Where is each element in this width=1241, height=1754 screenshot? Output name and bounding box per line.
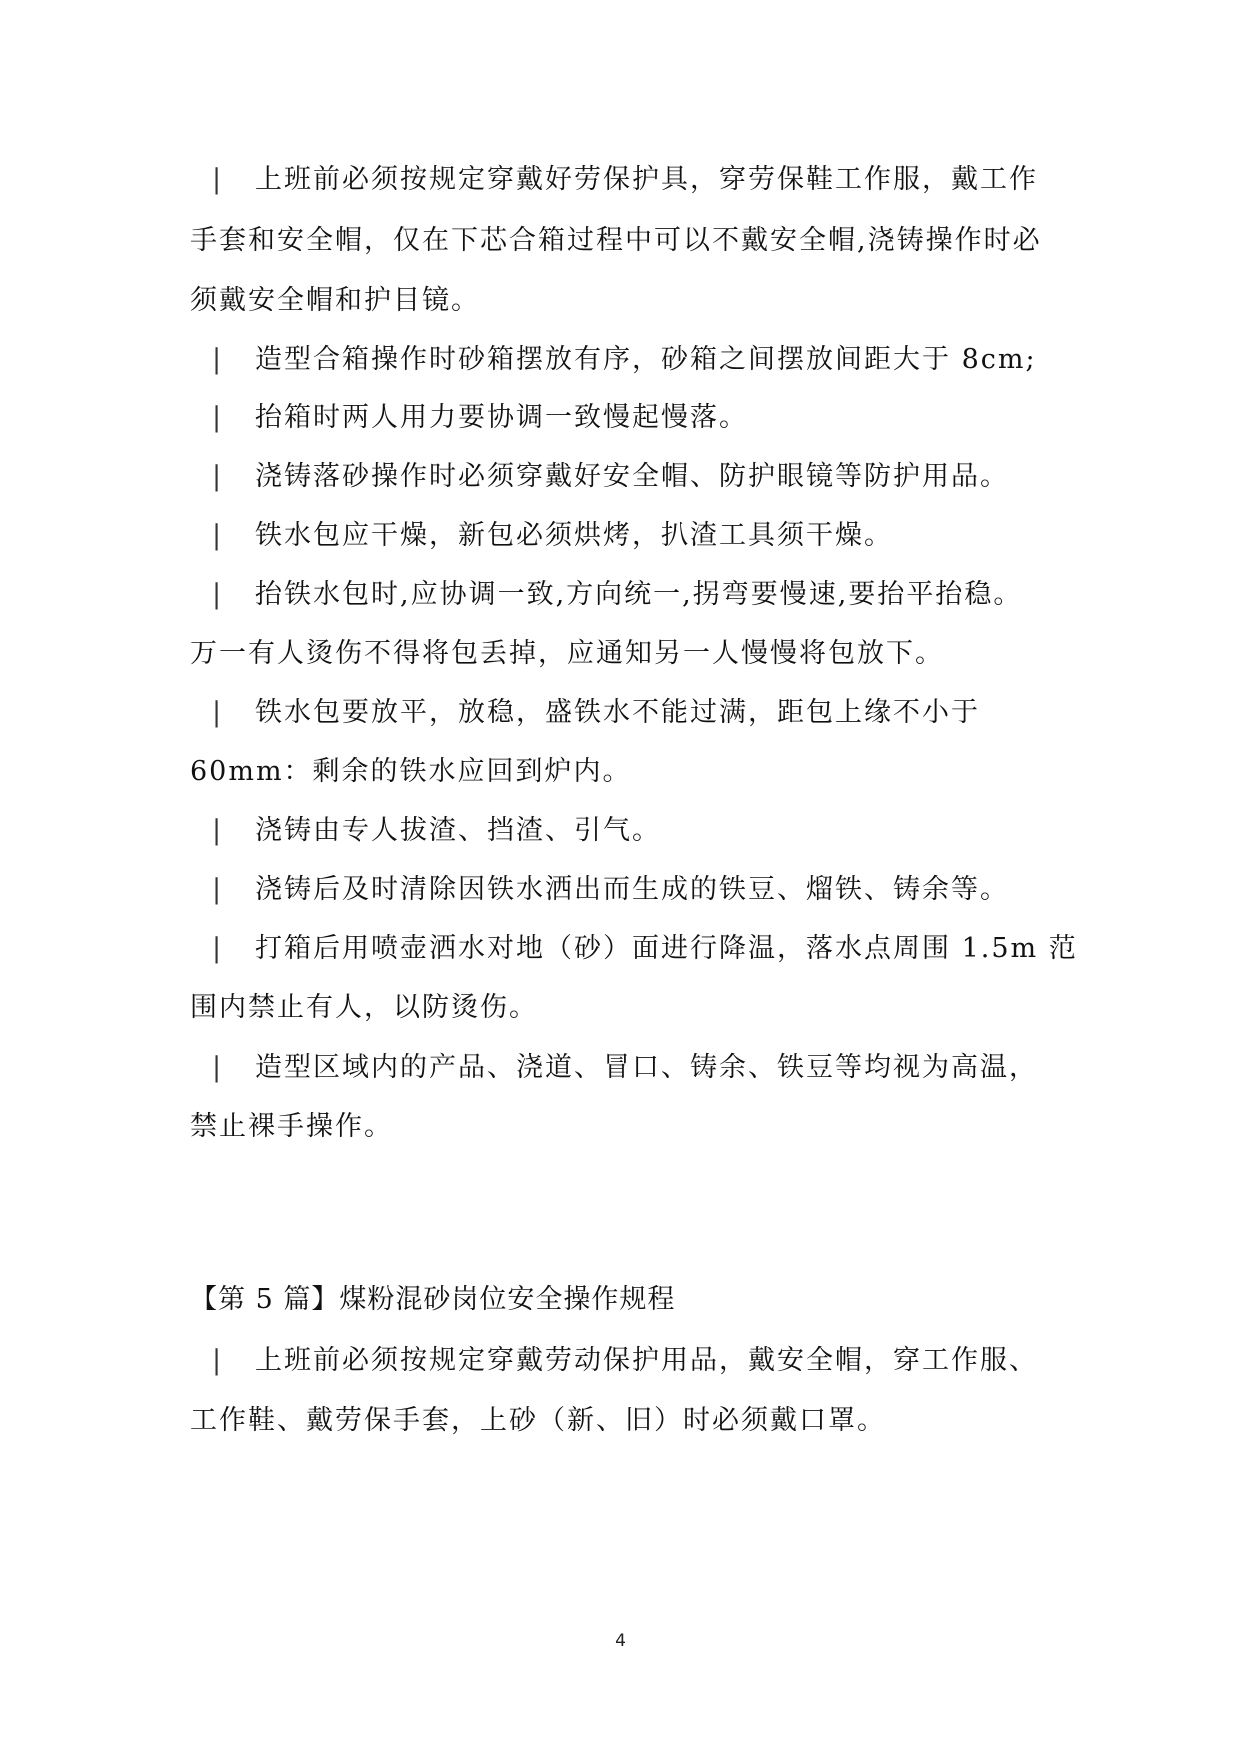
bullet-mark: | <box>212 874 224 905</box>
bullet-mark: | <box>212 815 224 846</box>
list-item-line <box>190 931 1078 967</box>
item-text: 铁水包应干燥，新包必须烘烤，扒渣工具须干燥。 <box>255 520 893 551</box>
item-text: 造型合箱操作时砂箱摆放有序，砂箱之间摆放间距大于 8cm; <box>255 344 1037 375</box>
list-item-continuation: 万一有人烫伤不得将包丢掉，应通知另一人慢慢将包放下。 <box>190 638 944 669</box>
item-text: 抬箱时两人用力要协调一致慢起慢落。 <box>255 402 748 433</box>
list-item-line <box>190 342 1037 378</box>
bullet-mark: | <box>212 1345 224 1376</box>
section-heading: 【第 5 篇】煤粉混砂岗位安全操作规程 <box>190 1284 676 1315</box>
list-item-continuation: 工作鞋、戴劳保手套，上砂（新、旧）时必须戴口罩。 <box>190 1405 886 1436</box>
list-item-line <box>190 1343 1038 1379</box>
list-item-line <box>190 1050 1038 1086</box>
item-text: 浇铸由专人拔渣、挡渣、引气。 <box>255 815 661 846</box>
list-item-line <box>190 459 1009 495</box>
list-item-continuation: 60mm：剩余的铁水应回到炉内。 <box>190 756 632 787</box>
item-text: 浇铸后及时清除因铁水洒出而生成的铁豆、熘铁、铸余等。 <box>255 874 1009 905</box>
list-item-continuation: 手套和安全帽，仅在下芯合箱过程中可以不戴安全帽,浇铸操作时必 <box>190 225 1042 256</box>
bullet-mark: | <box>212 402 224 433</box>
bullet-mark: | <box>212 164 224 195</box>
bullet-mark: | <box>212 1052 224 1083</box>
item-text: 浇铸落砂操作时必须穿戴好安全帽、防护眼镜等防护用品。 <box>255 461 1009 492</box>
list-item-continuation: 须戴安全帽和护目镜。 <box>190 285 480 316</box>
list-item-line <box>190 162 1038 198</box>
item-text: 上班前必须按规定穿戴好劳保护具，穿劳保鞋工作服，戴工作 <box>255 164 1038 195</box>
list-item-line <box>190 400 748 436</box>
item-text: 造型区域内的产品、浇道、冒口、铸余、铁豆等均视为高温， <box>255 1052 1038 1083</box>
list-item-line <box>190 813 661 849</box>
bullet-mark: | <box>212 933 224 964</box>
list-item-continuation: 围内禁止有人，以防烫伤。 <box>190 992 538 1023</box>
list-item-continuation: 禁止裸手操作。 <box>190 1111 393 1142</box>
list-item-line <box>190 872 1009 908</box>
item-text: 铁水包要放平，放稳，盛铁水不能过满，距包上缘不小于 <box>255 697 980 728</box>
bullet-mark: | <box>212 344 224 375</box>
bullet-mark: | <box>212 579 224 610</box>
item-text: 抬铁水包时,应协调一致,方向统一,拐弯要慢速,要抬平抬稳。 <box>255 579 1023 610</box>
item-text: 上班前必须按规定穿戴劳动保护用品，戴安全帽，穿工作服、 <box>255 1345 1038 1376</box>
bullet-mark: | <box>212 520 224 551</box>
item-text: 打箱后用喷壶洒水对地（砂）面进行降温，落水点周围 1.5m 范 <box>255 933 1078 964</box>
list-item-line <box>190 695 980 731</box>
list-item-line <box>190 577 1022 613</box>
bullet-mark: | <box>212 697 224 728</box>
bullet-mark: | <box>212 461 224 492</box>
page-number: 4 <box>615 1631 626 1651</box>
list-item-line <box>190 518 893 554</box>
